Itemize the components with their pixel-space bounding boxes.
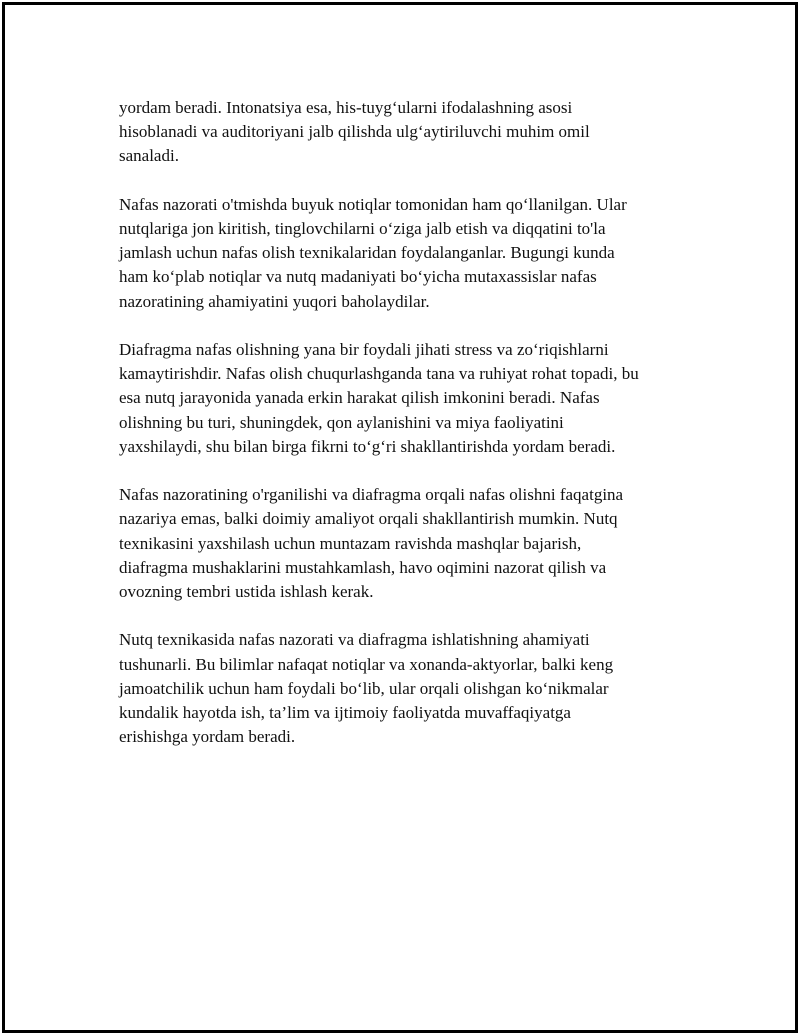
text-line: jamlash uchun nafas olish texnikalaridan foydalanganlar. Bugungi kunda [119,243,615,263]
text-line: esa nutq jarayonida yanada erkin harakat qilish imkonini beradi. Nafas [119,388,600,408]
text-line: texnikasini yaxshilash uchun muntazam ravishda mashqlar bajarish, [119,533,582,553]
text-line: yaxshilaydi, shu bilan birga fikrni to‘g‘ri shakllantirishda yordam beradi. [119,436,616,456]
document-body [119,96,699,774]
paragraph-2 [119,193,699,314]
text-line: Diafragma nafas olishning yana bir foydali jihati stress va zo‘riqishlarni [119,340,609,359]
text-line: nazoratining ahamiyatini yuqori baholaydilar. [119,291,430,311]
text-line: sanaladi. [119,146,179,166]
text-line: Nutq texnikasida nafas nazorati va diafragma ishlatishning ahamiyati [119,630,590,650]
text-line: diafragma mushaklarini mustahkamlash, havo oqimini nazorat qilish va [119,557,607,577]
text-line: ham ko‘plab notiqlar va nutq madaniyati bo‘yicha mutaxassislar nafas [119,267,597,287]
paragraph-5 [119,628,699,749]
paragraph-3 [119,338,699,459]
text-line: kundalik hayotda ish, ta’lim va ijtimoiy faoliyatda muvaffaqiyatga [119,703,571,723]
document-page [2,2,798,1033]
text-line: yordam beradi. Intonatsiya esa, his-tuyg‘ularni ifodalashning asosi [119,98,573,117]
text-line: Nafas nazoratining o'rganilishi va diafragma orqali nafas olishni faqatgina [119,485,624,505]
text-line: Nafas nazorati o'tmishda buyuk notiqlar tomonidan ham qo‘llanilgan. Ular [119,194,627,214]
text-line: ovozning tembri ustida ishlash kerak. [119,582,374,602]
text-line: nutqlariga jon kiritish, tinglovchilarni o‘ziga jalb etish va diqqatini to'la [119,219,606,238]
text-line: erishishga yordam beradi. [119,727,296,747]
paragraph-1 [119,96,699,169]
paragraph-4 [119,483,699,604]
text-line: hisoblanadi va auditoriyani jalb qilishda ulg‘aytiriluvchi muhim omil [119,122,590,142]
text-line: tushunarli. Bu bilimlar nafaqat notiqlar va xonanda-aktyorlar, balki keng [119,654,614,674]
text-line: kamaytirishdir. Nafas olish chuqurlashganda tana va ruhiyat rohat topadi, bu [119,364,639,384]
text-line: olishning bu turi, shuningdek, qon aylanishini va miya faoliyatini [119,412,564,432]
text-line: jamoatchilik uchun ham foydali bo‘lib, ular orqali olishgan ko‘nikmalar [119,678,609,698]
text-line: nazariya emas, balki doimiy amaliyot orqali shakllantirish mumkin. Nutq [119,509,618,529]
